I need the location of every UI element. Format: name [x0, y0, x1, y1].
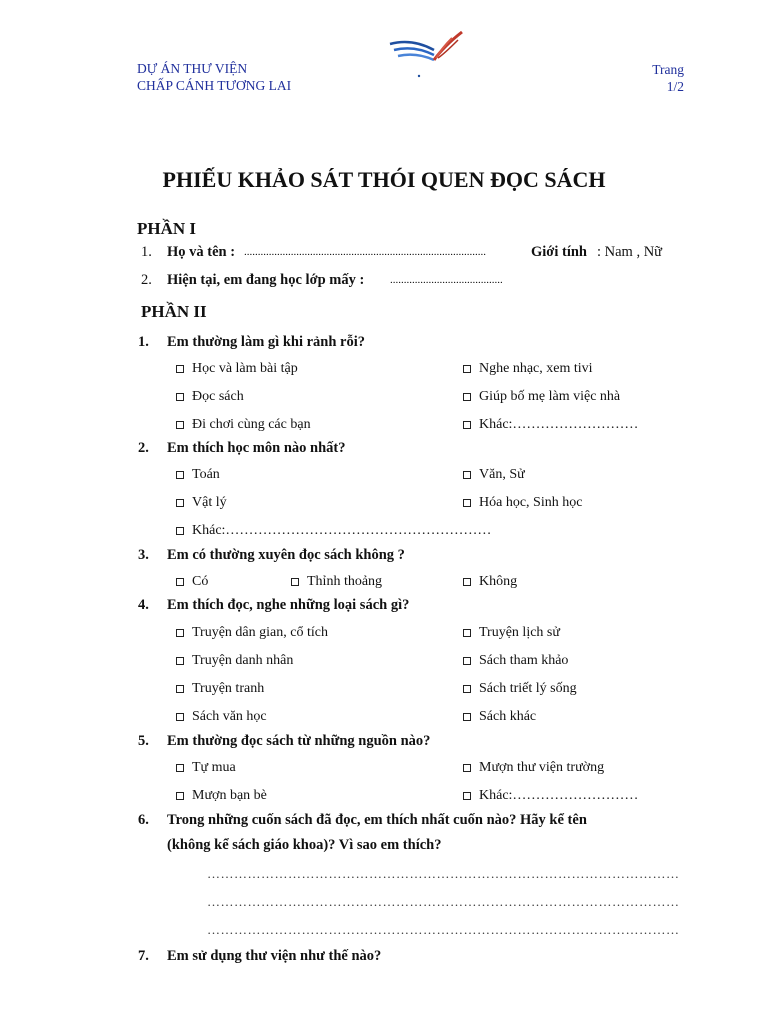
gender-label: Giới tính: [531, 244, 587, 260]
question-text: Em thường làm gì khi rảnh rỗi?: [167, 334, 366, 350]
question-number: 6.: [138, 812, 149, 828]
answer-line[interactable]: ……………………………………………………………………………………………: [207, 866, 680, 881]
option[interactable]: Đọc sách: [176, 389, 244, 405]
checkbox[interactable]: [463, 365, 471, 373]
part1-q2-number: 2.: [141, 272, 152, 288]
question-number: 7.: [138, 948, 149, 964]
question-text: Em thường đọc sách từ những nguồn nào?: [167, 733, 431, 749]
option[interactable]: Nghe nhạc, xem tivi: [463, 361, 593, 377]
option[interactable]: Truyện dân gian, cổ tích: [176, 625, 328, 641]
option[interactable]: Khác:…………………………………………………: [176, 523, 491, 539]
option[interactable]: Truyện danh nhân: [176, 653, 293, 669]
full-name-label: Họ và tên :: [167, 244, 236, 260]
checkbox[interactable]: [463, 578, 471, 586]
option[interactable]: Sách triết lý sống: [463, 681, 577, 697]
question-text: Trong những cuốn sách đã đọc, em thích nhất cuốn nào? Hãy kể tên: [167, 812, 587, 828]
option[interactable]: Khác:………………………: [463, 788, 638, 804]
option[interactable]: Mượn bạn bè: [176, 788, 267, 804]
header-page-number: 1/2: [666, 79, 684, 94]
checkbox[interactable]: [291, 578, 299, 586]
answer-line[interactable]: ……………………………………………………………………………………………: [207, 894, 680, 909]
question-text: Em có thường xuyên đọc sách không ?: [167, 547, 405, 563]
page-title: PHIẾU KHẢO SÁT THÓI QUEN ĐỌC SÁCH: [162, 167, 606, 192]
option[interactable]: Khác:………………………: [463, 417, 638, 433]
question-number: 5.: [138, 733, 149, 749]
full-name-field[interactable]: ........................................................................................: [244, 246, 486, 258]
option[interactable]: Văn, Sử: [463, 467, 525, 483]
checkbox[interactable]: [176, 764, 184, 772]
checkbox[interactable]: [176, 713, 184, 721]
checkbox[interactable]: [463, 499, 471, 507]
header-page-label: Trang: [652, 62, 684, 77]
question-number: 1.: [138, 334, 149, 350]
checkbox[interactable]: [176, 792, 184, 800]
part1-q1-number: 1.: [141, 244, 152, 260]
option[interactable]: Truyện tranh: [176, 681, 264, 697]
option[interactable]: Học và làm bài tập: [176, 361, 298, 377]
option[interactable]: Có: [176, 574, 208, 590]
option[interactable]: Mượn thư viện trường: [463, 760, 604, 776]
checkbox[interactable]: [176, 393, 184, 401]
checkbox[interactable]: [463, 792, 471, 800]
question-number: 3.: [138, 547, 149, 563]
checkbox[interactable]: [176, 527, 184, 535]
option[interactable]: Hóa học, Sinh học: [463, 495, 582, 511]
option[interactable]: Vật lý: [176, 495, 227, 511]
option[interactable]: Truyện lịch sử: [463, 625, 560, 641]
header-project-name: DỰ ÁN THƯ VIỆN: [137, 61, 248, 76]
grade-field[interactable]: .........................................: [390, 274, 503, 286]
bird-logo-icon: [386, 28, 466, 80]
checkbox[interactable]: [176, 499, 184, 507]
part2-heading: PHẦN II: [141, 302, 207, 321]
question-text: Em sử dụng thư viện như thế nào?: [167, 948, 382, 964]
checkbox[interactable]: [176, 629, 184, 637]
checkbox[interactable]: [176, 578, 184, 586]
question-text: Em thích học môn nào nhất?: [167, 440, 346, 456]
option[interactable]: Không: [463, 574, 517, 590]
option[interactable]: Tự mua: [176, 760, 236, 776]
checkbox[interactable]: [176, 471, 184, 479]
checkbox[interactable]: [463, 657, 471, 665]
option[interactable]: Thỉnh thoảng: [291, 574, 382, 590]
option[interactable]: Sách văn học: [176, 709, 267, 725]
checkbox[interactable]: [463, 713, 471, 721]
checkbox[interactable]: [463, 764, 471, 772]
answer-line[interactable]: ……………………………………………………………………………………………: [207, 922, 680, 937]
checkbox[interactable]: [463, 629, 471, 637]
option[interactable]: Sách khác: [463, 709, 536, 725]
checkbox[interactable]: [463, 393, 471, 401]
option[interactable]: Giúp bố mẹ làm việc nhà: [463, 389, 620, 405]
checkbox[interactable]: [463, 421, 471, 429]
grade-label: Hiện tại, em đang học lớp mấy :: [167, 272, 365, 288]
gender-options[interactable]: : Nam , Nữ: [597, 244, 663, 260]
question-number: 4.: [138, 597, 149, 613]
checkbox[interactable]: [463, 685, 471, 693]
part1-heading: PHẦN I: [137, 219, 197, 238]
option[interactable]: Sách tham khảo: [463, 653, 568, 669]
question-number: 2.: [138, 440, 149, 456]
checkbox[interactable]: [176, 365, 184, 373]
question-text: Em thích đọc, nghe những loại sách gì?: [167, 597, 410, 613]
option[interactable]: Toán: [176, 467, 220, 483]
checkbox[interactable]: [176, 685, 184, 693]
checkbox[interactable]: [463, 471, 471, 479]
checkbox[interactable]: [176, 657, 184, 665]
header-project-subtitle: CHẤP CÁNH TƯƠNG LAI: [137, 78, 292, 93]
checkbox[interactable]: [176, 421, 184, 429]
option[interactable]: Đi chơi cùng các bạn: [176, 417, 311, 433]
question-text-continued: (không kể sách giáo khoa)? Vì sao em thích?: [167, 837, 442, 853]
